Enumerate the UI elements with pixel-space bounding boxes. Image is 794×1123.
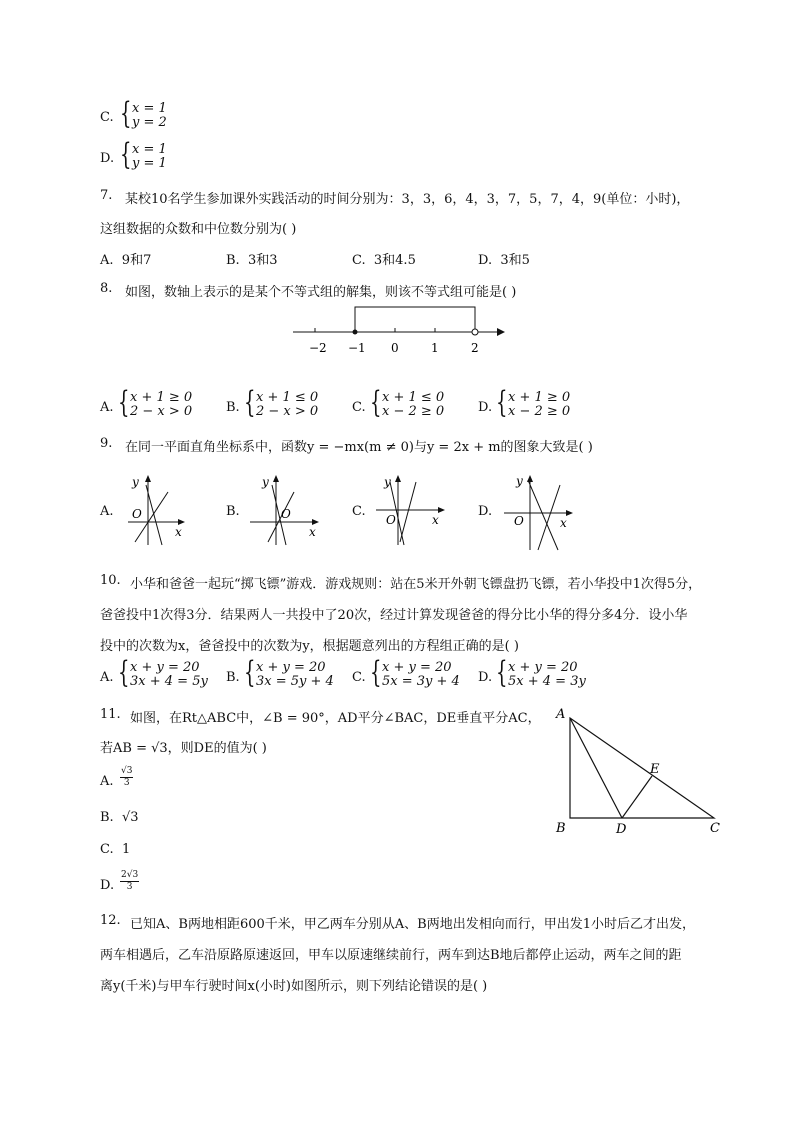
q10-number: 10. [100,573,121,588]
q11-point-e: E [650,762,660,777]
q10-option-d-label: D. [478,670,493,685]
q8-c-eq1: x + 1 ≤ 0 [382,390,445,405]
q8-tick-0: 0 [391,341,399,355]
q6-c-eq2: y = 2 [132,115,167,130]
q10-line1: 小华和爸爸一起玩“掷飞镖”游戏．游戏规则：站在5米开外朝飞镖盘扔飞镖，若小华投中1次得5分， [130,577,702,592]
q10-c-eq1: x + y = 20 [382,660,452,675]
q12-number: 12. [100,913,121,928]
q8-text: 如图，数轴上表示的是某个不等式组的解集，则该不等式组可能是( ) [125,285,517,300]
q11-option-d-fraction: 2√3 3 [121,870,139,892]
q11-option-d-label: D. [100,878,115,893]
q11-option-b-value: √3 [122,810,139,825]
q9-text: 在同一平面直角坐标系中，函数y = −mx(m ≠ 0)与y = 2x + m的图象大致是( ) [125,440,593,455]
q10-b-eq1: x + y = 20 [256,660,326,675]
q11-option-c-value: 1 [122,842,131,857]
q6-option-d-label: D. [100,151,115,166]
svg-text:y: y [132,475,139,489]
q9-graph-b [246,470,326,550]
svg-text:O: O [281,507,291,521]
q11-option-a-fraction: √3 3 [121,766,133,788]
q7-option-a: A. 9和7 [100,253,152,268]
q6-d-eq1: x = 1 [132,142,167,157]
q9-graph-d [500,465,580,555]
q11-option-a-label: A. [100,774,114,789]
q10-line2: 爸爸投中1次得3分．结果两人一共投中了20次，经过计算发现爸爸的得分比小华的得分多4分．设小华 [100,608,688,623]
q7-option-b: B. 3和3 [226,253,278,268]
q10-c-eq2: 5x = 3y + 4 [382,674,460,689]
q9-graph-a [120,470,192,550]
q8-number-line [285,300,515,360]
q9-graph-c [372,470,450,550]
q6-d-eq2: y = 1 [132,156,167,171]
q8-option-b-label: B. [226,400,240,415]
svg-text:O: O [514,514,524,528]
q10-a-eq2: 3x + 4 = 5y [130,674,208,689]
q6-option-c-label: C. [100,110,114,125]
q12-line3: 离y(千米)与甲车行驶时间x(小时)如图所示，则下列结论错误的是( ) [100,979,488,994]
q8-tick-n2: −2 [309,341,327,355]
q7-line2: 这组数据的众数和中位数分别为( ) [100,222,297,237]
q9-option-c-label: C. [352,504,366,519]
q8-tick-2: 2 [471,341,479,355]
q11-point-d: D [616,822,627,837]
q8-b-eq2: 2 − x > 0 [256,404,319,419]
svg-text:x: x [560,516,567,530]
q8-d-eq2: x − 2 ≥ 0 [508,404,571,419]
q10-a-eq1: x + y = 20 [130,660,200,675]
q8-option-a-label: A. [100,400,114,415]
q9-option-d-label: D. [478,504,493,519]
q9-option-b-label: B. [226,504,240,519]
q8-option-c-label: C. [352,400,366,415]
q11-point-b: B [556,821,566,836]
svg-text:O: O [132,507,142,521]
q10-option-c-label: C. [352,670,366,685]
q10-d-eq2: 5x + 4 = 3y [508,674,586,689]
q11-line1: 如图，在Rt△ABC中，∠B = 90°，AD平分∠BAC，DE垂直平分AC， [130,711,541,726]
q6-c-eq1: x = 1 [132,101,167,116]
svg-text:y: y [384,475,391,489]
q8-d-eq1: x + 1 ≥ 0 [508,390,571,405]
svg-text:y: y [516,474,523,488]
q11-triangle-figure [550,700,730,840]
q11-line2: 若AB = √3，则DE的值为( ) [100,741,267,756]
svg-text:O: O [386,513,396,527]
q7-number: 7. [100,188,113,203]
q10-b-eq2: 3x = 5y + 4 [256,674,334,689]
svg-text:x: x [309,525,316,539]
q11-point-c: C [710,821,720,836]
svg-text:y: y [262,475,269,489]
q11-option-b-label: B. [100,810,114,825]
q8-a-eq2: 2 − x > 0 [130,404,193,419]
q8-number: 8. [100,281,113,296]
svg-text:x: x [175,525,182,539]
q7-option-d: D. 3和5 [478,253,530,268]
q8-a-eq1: x + 1 ≥ 0 [130,390,193,405]
q11-option-c-label: C. [100,842,114,857]
q10-option-b-label: B. [226,670,240,685]
q11-point-a: A [556,707,566,722]
q12-line2: 两车相遇后，乙车沿原路原速返回，甲车以原速继续前行，两车到达B地后都停止运动，两车之间的距 [100,948,682,963]
q9-option-a-label: A. [100,504,114,519]
q7-line1: 某校10名学生参加课外实践活动的时间分别为：3，3，6，4，3，7，5，7，4，9(单位：小时)， [125,192,690,207]
q8-c-eq2: x − 2 ≥ 0 [382,404,445,419]
q8-tick-n1: −1 [348,341,366,355]
q10-d-eq1: x + y = 20 [508,660,578,675]
q8-option-d-label: D. [478,400,493,415]
q8-tick-1: 1 [431,341,439,355]
q7-option-c: C. 3和4.5 [352,253,416,268]
q12-line1: 已知A、B两地相距600千米，甲乙两车分别从A、B两地出发相向而行，甲出发1小时后乙才出发， [130,917,695,932]
q10-line3: 投中的次数为x，爸爸投中的次数为y，根据题意列出的方程组正确的是( ) [100,639,519,654]
q9-number: 9. [100,436,113,451]
q11-number: 11. [100,707,121,722]
svg-text:x: x [432,513,439,527]
q8-b-eq1: x + 1 ≤ 0 [256,390,319,405]
q10-option-a-label: A. [100,670,114,685]
